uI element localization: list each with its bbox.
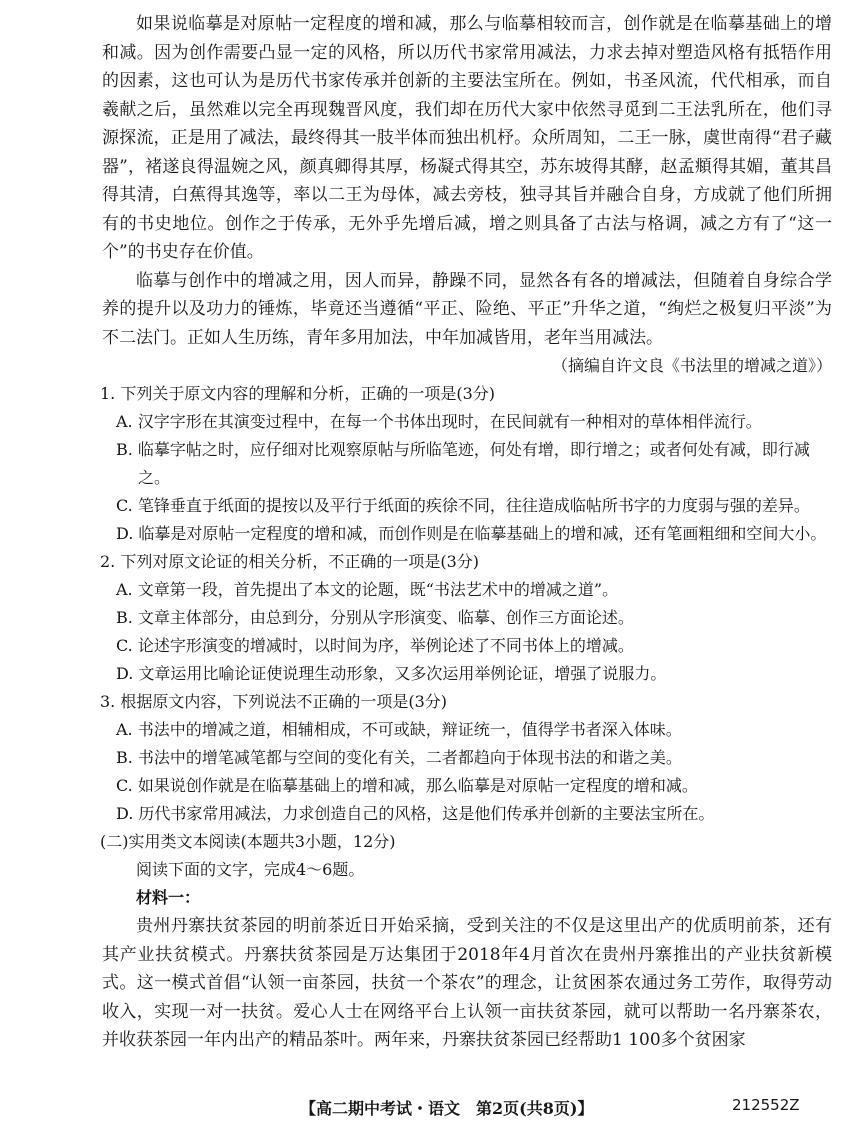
exam-page-content	[102, 10, 832, 1055]
option-b: B. 临摹字帖之时，应仔细对比观察原帖与所临笔迹，何处有增，即行增之；或者何处有减，即行减之。	[116, 440, 810, 487]
question-stem: 1. 下列关于原文内容的理解和分析，正确的一项是(3分)	[100, 384, 496, 403]
question-3	[102, 688, 832, 828]
option-c: C. 如果说创作就是在临摹基础上的增和减，那么临摹是对原帖一定程度的增和减。	[116, 776, 698, 795]
material-paragraph: 贵州丹寨扶贫茶园的明前茶近日开始采摘，受到关注的不仅是这里出产的优质明前茶，还有其产业扶贫模式。丹寨扶贫茶园是万达集团于2018年4月首次在贵州丹寨推出的产业扶贫新模式。这一模式首倡“认领一亩茶园，扶贫一个茶农”的理念，让贫困茶农通过务工劳作，取得劳动收入，实现一对一扶贫。爱心人士在网络平台上认领一亩扶贫茶园，就可以帮助一名丹寨茶农，并收获茶园一年内出产的精品茶叶。两年来，丹寨扶贫茶园已经帮助1 100多个贫困家	[102, 916, 832, 1050]
passage-source: （摘编自许文良《书法里的增减之道》）	[551, 356, 832, 375]
option-d: D. 历代书家常用减法，力求创造自己的风格，这是他们传承并创新的主要法宝所在。	[116, 804, 715, 823]
option-a: A. 汉字字形在其演变过程中，在每一个书体出现时，在民间就有一种相对的草体相伴流行。	[116, 412, 762, 431]
option-b: B. 书法中的增笔减笔都与空间的变化有关，二者都趋向于体现书法的和谐之美。	[116, 748, 682, 767]
footer-exam-code: 212552Z	[732, 1096, 800, 1114]
option-c: C. 笔锋垂直于纸面的提按以及平行于纸面的疾徐不同，往往造成临帖所书字的力度弱与强的差异。	[116, 496, 810, 515]
option-d: D. 临摹是对原帖一定程度的增和减，而创作则是在临摹基础上的增和减，还有笔画粗细和空间大小。	[116, 524, 827, 543]
option-d: D. 文章运用比喻论证使说理生动形象，又多次运用举例论证，增强了说服力。	[116, 664, 667, 683]
passage-paragraph-2: 临摹与创作中的增减之用，因人而异，静躁不同，显然各有各的增减法，但随着自身综合学养的提升以及功力的锤炼，毕竟还当遵循“平正、险绝、平正”升华之道，“绚烂之极复归平淡”为不二法门。正如人生历练，青年多用加法，中年加减皆用，老年当用减法。	[102, 270, 832, 348]
option-c: C. 论述字形演变的增减时，以时间为序，举例论述了不同书体上的增减。	[116, 636, 634, 655]
question-2	[102, 548, 832, 688]
footer-page-info: 【高二期中考试・语文 第2页(共8页)】	[300, 1099, 594, 1118]
section-instruction: 阅读下面的文字，完成4～6题。	[136, 860, 365, 879]
question-stem: 2. 下列对原文论证的相关分析，不正确的一项是(3分)	[100, 552, 480, 571]
option-a: A. 文章第一段，首先提出了本文的论题，既“书法艺术中的增减之道”。	[116, 580, 619, 599]
option-a: A. 书法中的增减之道，相辅相成，不可或缺，辩证统一，值得学书者深入体味。	[116, 720, 682, 739]
question-stem: 3. 根据原文内容，下列说法不正确的一项是(3分)	[100, 692, 448, 711]
material-label: 材料一：	[136, 888, 201, 907]
option-b: B. 文章主体部分，由总到分，分别从字形演变、临摹、创作三方面论述。	[116, 608, 634, 627]
page-footer	[0, 1096, 860, 1120]
question-1	[102, 380, 832, 548]
section-heading: (二)实用类文本阅读(本题共3小题，12分)	[100, 832, 396, 851]
passage-paragraph-1: 如果说临摹是对原帖一定程度的增和减，那么与临摹相较而言，创作就是在临摹基础上的增和减。因为创作需要凸显一定的风格，所以历代书家常用减法，力求去掉对塑造风格有抵牾作用的因素，这也可认为是历代书家传承并创新的主要法宝所在。例如，书圣风流，代代相承，而自羲献之后，虽然难以完全再现魏晋风度，我们却在历代大家中依然寻觅到二王法乳所在，他们寻源探流，正是用了减法，最终得其一肢半体而独出机杼。众所周知，二王一脉，虞世南得“君子藏器”，褚遂良得温婉之风，颜真卿得其厚，杨凝式得其空，苏东坡得其酵，赵孟頫得其媚，董其昌得其清，白蕉得其逸等，率以二王为母体，减去旁枝，独寻其旨并融合自身，方成就了他们所拥有的书史地位。创作之于传承，无外乎先增后减，增之则具备了古法与格调，减之方有了“这一个”的书史存在价值。	[102, 14, 832, 262]
